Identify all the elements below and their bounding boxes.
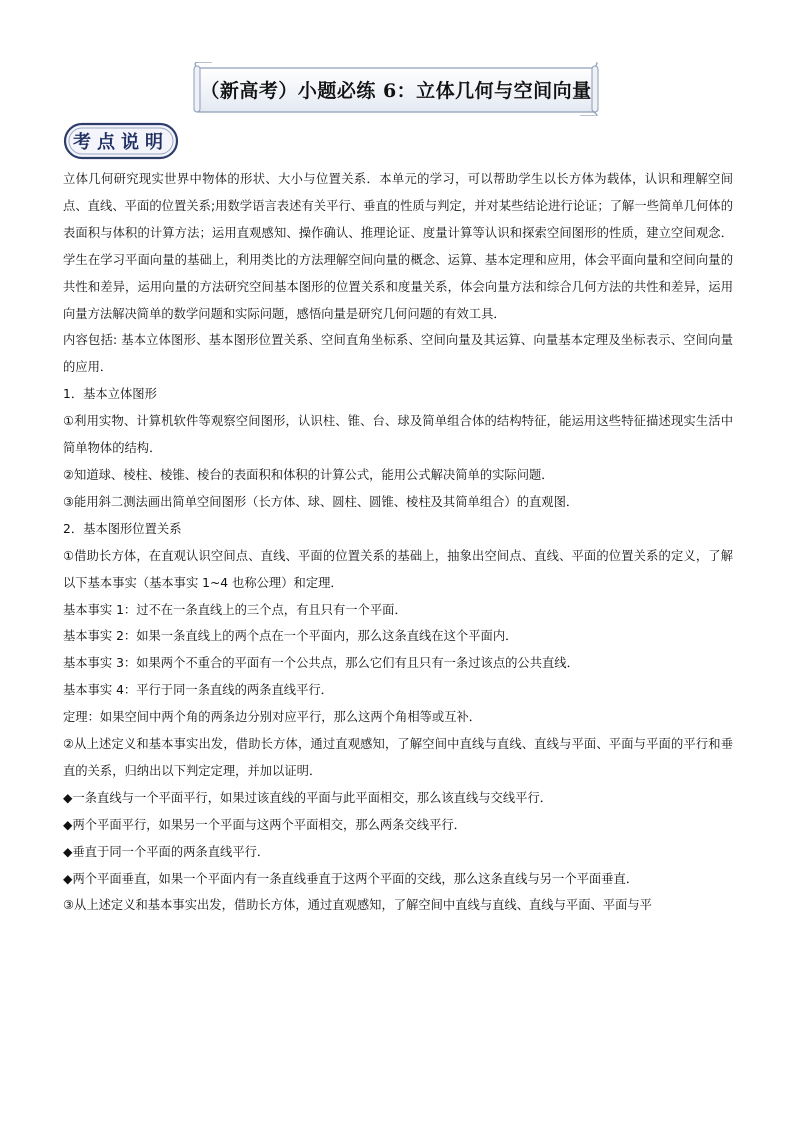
paragraph: ②从上述定义和基本事实出发，借助长方体，通过直观感知，了解空间中直线与直线、直线与平面、平面与平面的平行和垂直的关系，归纳出以下判定定理，并加以证明． <box>63 737 733 778</box>
document-body <box>63 166 733 919</box>
page-title: （新高考）小题必练 6：立体几何与空间向量 <box>200 79 592 102</box>
title-banner <box>192 62 600 116</box>
section-badge-label: 考点说明 <box>73 132 169 153</box>
paragraph: 基本事实 1：过不在一条直线上的三个点，有且只有一个平面． <box>63 602 407 617</box>
section-badge <box>63 122 179 160</box>
paragraph: 定理：如果空间中两个角的两条边分别对应平行，那么这两个角相等或互补． <box>63 710 482 725</box>
paragraph: 基本事实 2：如果一条直线上的两个点在一个平面内，那么这条直线在这个平面内． <box>63 629 518 644</box>
paragraph: 立体几何研究现实世界中物体的形状、大小与位置关系．本单元的学习，可以帮助学生以长方体为载体，认识和理解空间点、直线、平面的位置关系;用数学语言表述有关平行、垂直的性质与判定，并对某些结论进行论证；了解一些简单几何体的表面积与体积的计算方法；运用直观感知、操作确认、推理论证、度量计算等认识和探索空间图形的性质，建立空间观念．学生在学习平面向量的基础上，利用类比的方法理解空间向量的概念、运算、基本定理和应用，体会平面向量和空间向量的共性和差异，运用向量的方法研究空间基本图形的位置关系和度量关系，体会向量方法和综合几何方法的共性和差异，运用向量方法解决简单的数学问题和实际问题，感悟向量是研究几何问题的有效工具． <box>63 172 733 321</box>
paragraph: 内容包括: 基本立体图形、基本图形位置关系、空间直角坐标系、空间向量及其运算、向量基本定理及坐标表示、空间向量的应用． <box>63 333 733 375</box>
paragraph: ③从上述定义和基本事实出发，借助长方体，通过直观感知，了解空间中直线与直线、直线与平面、平面与平 <box>63 898 652 913</box>
paragraph: ①利用实物、计算机软件等观察空间图形，认识柱、锥、台、球及简单组合体的结构特征，能运用这些特征描述现实生活中简单物体的结构． <box>63 414 733 456</box>
paragraph: ③能用斜二测法画出简单空间图形（长方体、球、圆柱、圆锥、棱柱及其简单组合）的直观图． <box>63 494 579 509</box>
section-heading: 2．基本图形位置关系 <box>63 521 182 536</box>
section-heading: 1．基本立体图形 <box>63 387 157 402</box>
paragraph: ②知道球、棱柱、棱锥、棱台的表面积和体积的计算公式，能用公式解决简单的实际问题． <box>63 467 554 482</box>
list-item: ◆两个平面垂直，如果一个平面内有一条直线垂直于这两个平面的交线，那么这条直线与另一个平面垂直． <box>63 871 639 886</box>
paragraph: 基本事实 3：如果两个不重合的平面有一个公共点，那么它们有且只有一条过该点的公共直线． <box>63 656 579 671</box>
list-item: ◆两个平面平行，如果另一个平面与这两个平面相交，那么两条交线平行． <box>63 817 466 832</box>
list-item: ◆垂直于同一个平面的两条直线平行． <box>63 844 270 859</box>
paragraph: ①借助长方体，在直观认识空间点、直线、平面的位置关系的基础上，抽象出空间点、直线、平面的位置关系的定义，了解以下基本事实（基本事实 1~4 也称公理）和定理． <box>63 548 733 590</box>
paragraph: 基本事实 4：平行于同一条直线的两条直线平行． <box>63 683 333 698</box>
list-item: ◆一条直线与一个平面平行，如果过该直线的平面与此平面相交，那么该直线与交线平行． <box>63 790 553 805</box>
